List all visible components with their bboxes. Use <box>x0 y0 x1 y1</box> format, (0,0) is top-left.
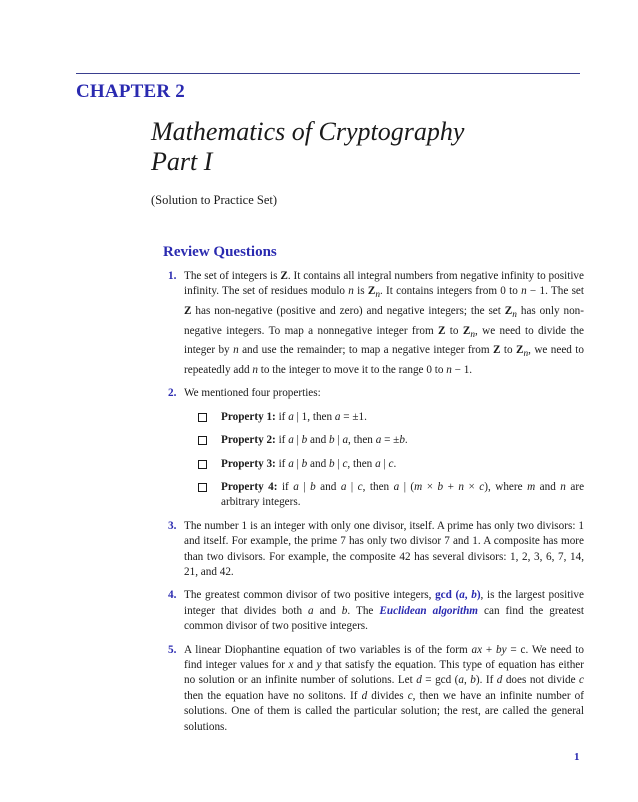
property-item-3 <box>184 457 584 472</box>
question-item-5 <box>168 643 584 735</box>
question-item-4 <box>168 588 584 634</box>
question-number: 1. <box>168 270 177 282</box>
question-number: 5. <box>168 643 177 656</box>
page-number: 1 <box>574 751 580 763</box>
question-number: 4. <box>168 589 177 602</box>
checkbox-square-icon <box>198 413 207 422</box>
chapter-heading: CHAPTER 2 <box>76 81 185 102</box>
checkbox-square-icon <box>198 483 207 492</box>
question-text: The greatest common divisor of two positive integers, gcd (a, b), is the largest positive integer that divides both a and b. The Euclidean algorithm can find the greatest common divisor of two positive integers. <box>184 589 585 633</box>
chapter-subtitle: (Solution to Practice Set) <box>151 193 278 207</box>
property-text: Property 1: if a | 1, then a = ±1. <box>221 410 367 423</box>
property-item-4 <box>184 480 584 511</box>
checkbox-square-icon <box>198 436 207 445</box>
property-text: Property 3: if a | b and b | c, then a | c. <box>221 457 397 470</box>
property-item-1 <box>184 410 584 425</box>
question-text: We mentioned four properties: <box>184 387 321 400</box>
checkbox-square-icon <box>198 460 207 469</box>
chapter-title-line-2: Part I <box>151 147 213 176</box>
property-text: Property 4: if a | b and a | c, then a | (m × b + n × c), where m and n are arbitrary integers. <box>221 481 585 509</box>
review-questions-list <box>168 269 584 743</box>
question-text: The set of integers is Z. It contains all integral numbers from negative infinity to positive infinity. The set of residues modulo n is $Z_n$. It contains integers from 0 to n − 1. The set Z has non-negative (positive and zero) and negative integers; the set $Z_n$ has only non-negative integers. To map a nonnegative integer from Z to $Z_n$, we need to divide the integer by n and use the remainder; to map a negative integer from Z to $Z_n$, we need to repeatedly add n to the integer to move it to the range 0 to n − 1. <box>184 270 585 376</box>
property-item-2 <box>184 433 584 448</box>
chapter-title-line-1: Mathematics of Cryptography <box>151 117 465 146</box>
question-text: The number 1 is an integer with only one divisor, itself. A prime has only two divisors: 1 and itself. For example, the prime 7 has only two divisor 7 and 1. A composite has more than two divisors. For example, the composite 42 has several divisors: 1, 2, 3, 6, 7, 14, 21, and 42. <box>184 519 584 579</box>
question-item-3 <box>168 519 584 581</box>
question-text: A linear Diophantine equation of two variables is of the form ax + by = c. We need to find integer values for x and y that satisfy the equation. This type of equation has either no solution or an infinite number of solutions. Let d = gcd (a, b). If d does not divide c then the equation have no solitons. If d divides c, then we have an infinite number of solutions. One of them is called the particular solution; the rest, are called the general solutions. <box>184 643 585 733</box>
section-title: Review Questions <box>163 244 277 260</box>
question-number: 3. <box>168 519 177 532</box>
chapter-title <box>151 117 464 177</box>
top-rule <box>76 73 580 74</box>
question-item-1 <box>168 269 584 378</box>
question-item-2 <box>168 386 584 510</box>
question-number: 2. <box>168 387 177 400</box>
property-text: Property 2: if a | b and b | a, then a = ±b. <box>221 434 408 447</box>
